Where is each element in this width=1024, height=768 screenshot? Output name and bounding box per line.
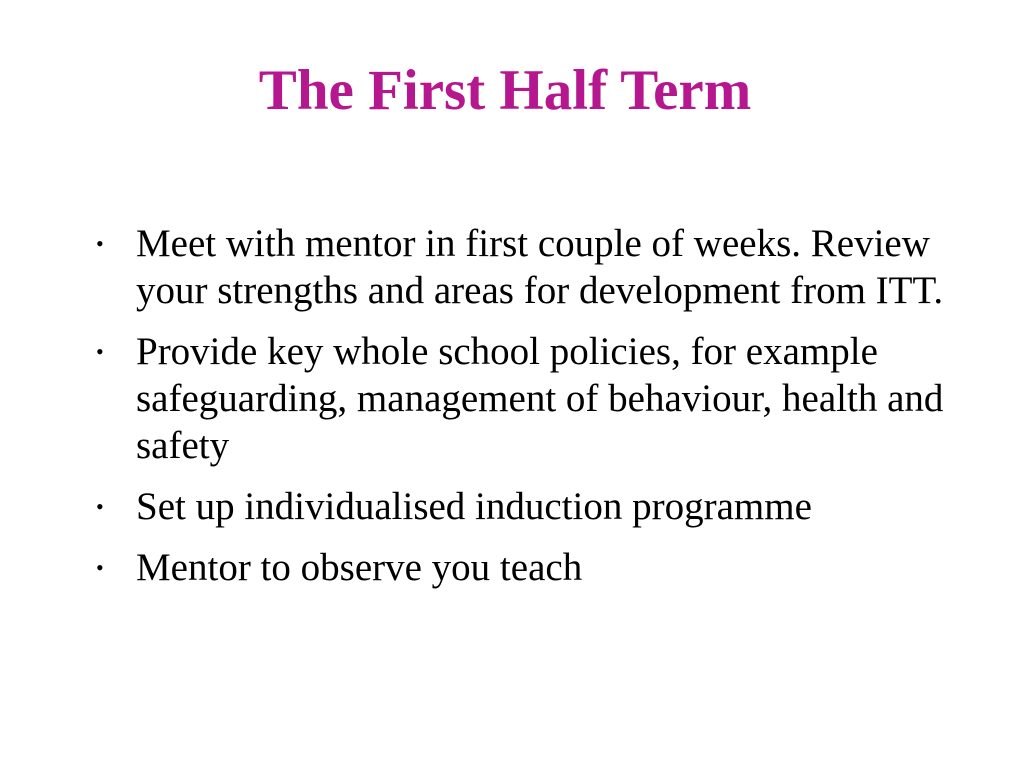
bullet-item — [96, 483, 976, 530]
bullet-icon: • — [96, 339, 104, 364]
bullet-icon: • — [96, 555, 104, 580]
bullet-text: Mentor to observe you teach — [136, 546, 583, 589]
bullet-text: Set up individualised induction programme — [136, 485, 812, 528]
bullet-text: Meet with mentor in first couple of weeks. Review your strengths and areas for development from ITT. — [136, 222, 944, 312]
bullet-item — [96, 328, 976, 469]
slide-title: The First Half Term — [258, 59, 752, 122]
bullet-item — [96, 220, 976, 314]
bullet-list — [96, 220, 976, 605]
bullet-text: Provide key whole school policies, for example safeguarding, management of behaviour, health and safety — [136, 330, 944, 467]
bullet-icon: • — [96, 231, 104, 256]
bullet-item — [96, 544, 976, 591]
bullet-icon: • — [96, 494, 104, 519]
